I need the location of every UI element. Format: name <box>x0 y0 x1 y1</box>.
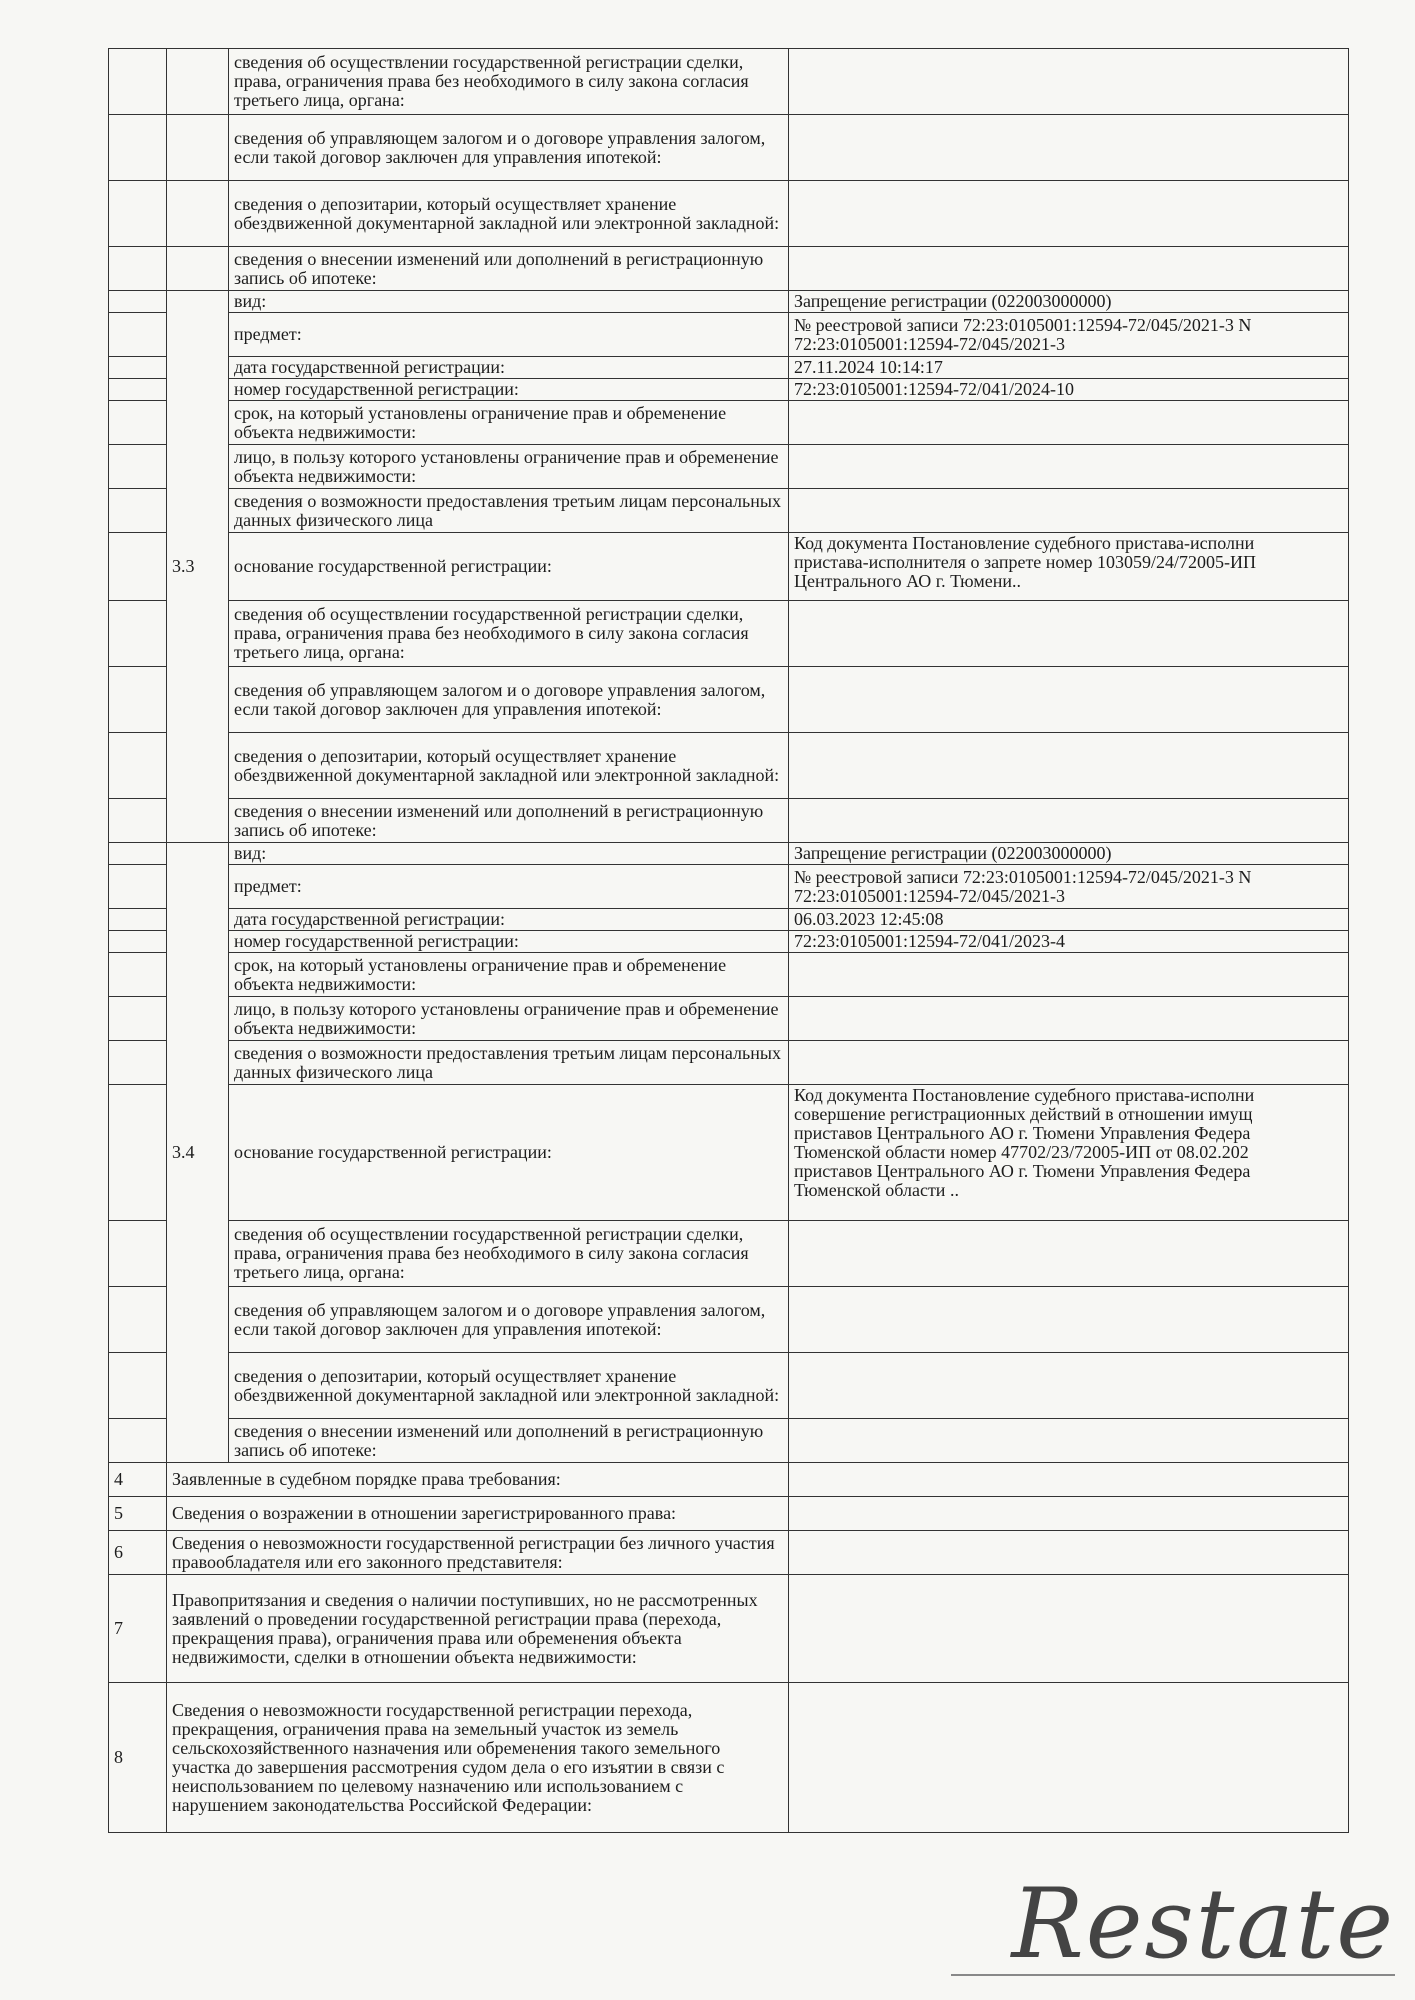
section-number: 3.3 <box>167 291 229 843</box>
field-label: сведения о депозитарии, который осуществляет хранение обездвиженной документарной закладной или электронной закладной: <box>229 733 789 799</box>
field-label: лицо, в пользу которого установлены ограничение прав и обременение объекта недвижимости: <box>229 997 789 1041</box>
field-label: сведения о внесении изменений или дополнений в регистрационную запись об ипотеке: <box>229 799 789 843</box>
table-row <box>109 1531 1349 1575</box>
field-value: Запрещение регистрации (022003000000) <box>789 291 1349 313</box>
table-row <box>109 181 1349 247</box>
field-value-empty <box>789 1041 1349 1085</box>
table-row <box>109 1041 1349 1085</box>
field-value-empty <box>789 1497 1349 1531</box>
section-label: Сведения о невозможности государственной регистрации без личного участия правообладателя или его законного представителя: <box>167 1531 789 1575</box>
field-value-empty <box>789 1221 1349 1287</box>
field-label: вид: <box>229 291 789 313</box>
table-row <box>109 1287 1349 1353</box>
field-label: основание государственной регистрации: <box>229 533 789 601</box>
field-value-empty <box>789 799 1349 843</box>
section-label: Заявленные в судебном порядке права требования: <box>167 1463 789 1497</box>
field-label: номер государственной регистрации: <box>229 931 789 953</box>
section-label: Сведения о возражении в отношении зарегистрированного права: <box>167 1497 789 1531</box>
field-value: 72:23:0105001:12594-72/041/2024-10 <box>789 379 1349 401</box>
table-row <box>109 1463 1349 1497</box>
table-row <box>109 357 1349 379</box>
field-label: сведения о внесении изменений или дополнений в регистрационную запись об ипотеке: <box>229 1419 789 1463</box>
field-value-empty <box>789 115 1349 181</box>
field-label: сведения об управляющем залогом и о договоре управления залогом, если такой договор заключен для управления ипотекой: <box>229 667 789 733</box>
table-row <box>109 313 1349 357</box>
field-value-empty <box>789 445 1349 489</box>
restate-watermark-stamp: Restate <box>1011 1868 1395 1980</box>
field-label: сведения об осуществлении государственной регистрации сделки, права, ограничения права без необходимого в силу закона согласия третьего лица, органа: <box>229 601 789 667</box>
field-value-empty <box>789 953 1349 997</box>
table-row <box>109 733 1349 799</box>
field-label: сведения о внесении изменений или дополнений в регистрационную запись об ипотеке: <box>229 247 789 291</box>
table-row <box>109 931 1349 953</box>
field-label: сведения об управляющем залогом и о договоре управления залогом, если такой договор заключен для управления ипотекой: <box>229 115 789 181</box>
field-label: дата государственной регистрации: <box>229 909 789 931</box>
field-label: сведения о депозитарии, который осуществляет хранение обездвиженной документарной закладной или электронной закладной: <box>229 181 789 247</box>
table-row <box>109 997 1349 1041</box>
table-row <box>109 401 1349 445</box>
field-label: вид: <box>229 843 789 865</box>
table-row <box>109 445 1349 489</box>
section-number: 5 <box>109 1497 167 1531</box>
table-row <box>109 49 1349 115</box>
section-label: Правопритязания и сведения о наличии поступивших, но не рассмотренных заявлений о проведении государственной регистрации права (перехода, прекращения права), ограничения права или обременения объекта недвижимости, сделки в отношении объекта недвижимости: <box>167 1575 789 1683</box>
table-row <box>109 865 1349 909</box>
table-row <box>109 601 1349 667</box>
table-row <box>109 1419 1349 1463</box>
field-value-empty <box>789 489 1349 533</box>
table-row <box>109 1683 1349 1833</box>
field-value: Запрещение регистрации (022003000000) <box>789 843 1349 865</box>
section-number: 7 <box>109 1575 167 1683</box>
table-row <box>109 379 1349 401</box>
section-label: Сведения о невозможности государственной регистрации перехода, прекращения, ограничения права на земельный участок из земель сельскохозяйственного назначения или обременения такого земельного участка до завершения рассмотрения судом дела о его изъятии в связи с неиспользованием по целевому назначению или использованием с нарушением законодательства Российской Федерации: <box>167 1683 789 1833</box>
field-label: предмет: <box>229 865 789 909</box>
field-label: сведения об управляющем залогом и о договоре управления залогом, если такой договор заключен для управления ипотекой: <box>229 1287 789 1353</box>
field-value: Код документа Постановление судебного пристава-исполни пристава-исполнителя о запрете номер 103059/24/72005-ИП Центрального АО г. Тюмени.. <box>789 533 1349 601</box>
table-row <box>109 953 1349 997</box>
field-value-empty <box>789 1683 1349 1833</box>
field-value-empty <box>789 401 1349 445</box>
table-row <box>109 489 1349 533</box>
field-label: номер государственной регистрации: <box>229 379 789 401</box>
field-value: 72:23:0105001:12594-72/041/2023-4 <box>789 931 1349 953</box>
field-value-empty <box>789 601 1349 667</box>
field-value-empty <box>789 181 1349 247</box>
field-label: срок, на который установлены ограничение прав и обременение объекта недвижимости: <box>229 953 789 997</box>
field-value: 06.03.2023 12:45:08 <box>789 909 1349 931</box>
table-row <box>109 799 1349 843</box>
encumbrance-table <box>108 48 1349 1833</box>
field-value-empty <box>789 1353 1349 1419</box>
field-value-empty <box>789 49 1349 115</box>
field-label: сведения о возможности предоставления третьим лицам персональных данных физического лица <box>229 1041 789 1085</box>
field-value-empty <box>789 1287 1349 1353</box>
field-label: основание государственной регистрации: <box>229 1085 789 1221</box>
section-number: 8 <box>109 1683 167 1833</box>
table-row <box>109 247 1349 291</box>
field-value: № реестровой записи 72:23:0105001:12594-72/045/2021-3 N 72:23:0105001:12594-72/045/2021-3 <box>789 313 1349 357</box>
field-value-empty <box>789 667 1349 733</box>
field-value-empty <box>789 1575 1349 1683</box>
field-label: лицо, в пользу которого установлены ограничение прав и обременение объекта недвижимости: <box>229 445 789 489</box>
table-row <box>109 115 1349 181</box>
table-row <box>109 667 1349 733</box>
empty-cell <box>109 49 167 115</box>
table-row <box>109 843 1349 865</box>
field-label: дата государственной регистрации: <box>229 357 789 379</box>
empty-cell <box>167 49 229 115</box>
table-row <box>109 1085 1349 1221</box>
table-row <box>109 1221 1349 1287</box>
field-value-empty <box>789 997 1349 1041</box>
table-row <box>109 291 1349 313</box>
field-value-empty <box>789 247 1349 291</box>
table-row <box>109 1497 1349 1531</box>
field-value-empty <box>789 1531 1349 1575</box>
field-value-empty <box>789 733 1349 799</box>
field-label: сведения о возможности предоставления третьим лицам персональных данных физического лица <box>229 489 789 533</box>
register-extract-page <box>108 48 1348 1833</box>
field-value-empty <box>789 1463 1349 1497</box>
section-number: 6 <box>109 1531 167 1575</box>
field-label: предмет: <box>229 313 789 357</box>
field-label: сведения об осуществлении государственной регистрации сделки, права, ограничения права без необходимого в силу закона согласия третьего лица, органа: <box>229 49 789 115</box>
field-label: сведения о депозитарии, который осуществляет хранение обездвиженной документарной закладной или электронной закладной: <box>229 1353 789 1419</box>
table-row <box>109 533 1349 601</box>
table-row <box>109 1353 1349 1419</box>
section-number: 3.4 <box>167 843 229 1463</box>
field-value: 27.11.2024 10:14:17 <box>789 357 1349 379</box>
field-label: сведения об осуществлении государственной регистрации сделки, права, ограничения права без необходимого в силу закона согласия третьего лица, органа: <box>229 1221 789 1287</box>
section-number: 4 <box>109 1463 167 1497</box>
field-value: Код документа Постановление судебного пристава-исполни совершение регистрационных действий в отношении имущ приставов Центрального АО г. Тюмени Управления Федера Тюменской области номер 47702/23/72005-ИП от 08.02.202 приставов Центрального АО г. Тюмени Управления Федера Тюменской области .. <box>789 1085 1349 1221</box>
table-row <box>109 909 1349 931</box>
field-value-empty <box>789 1419 1349 1463</box>
field-label: срок, на который установлены ограничение прав и обременение объекта недвижимости: <box>229 401 789 445</box>
table-row <box>109 1575 1349 1683</box>
field-value: № реестровой записи 72:23:0105001:12594-72/045/2021-3 N 72:23:0105001:12594-72/045/2021-3 <box>789 865 1349 909</box>
